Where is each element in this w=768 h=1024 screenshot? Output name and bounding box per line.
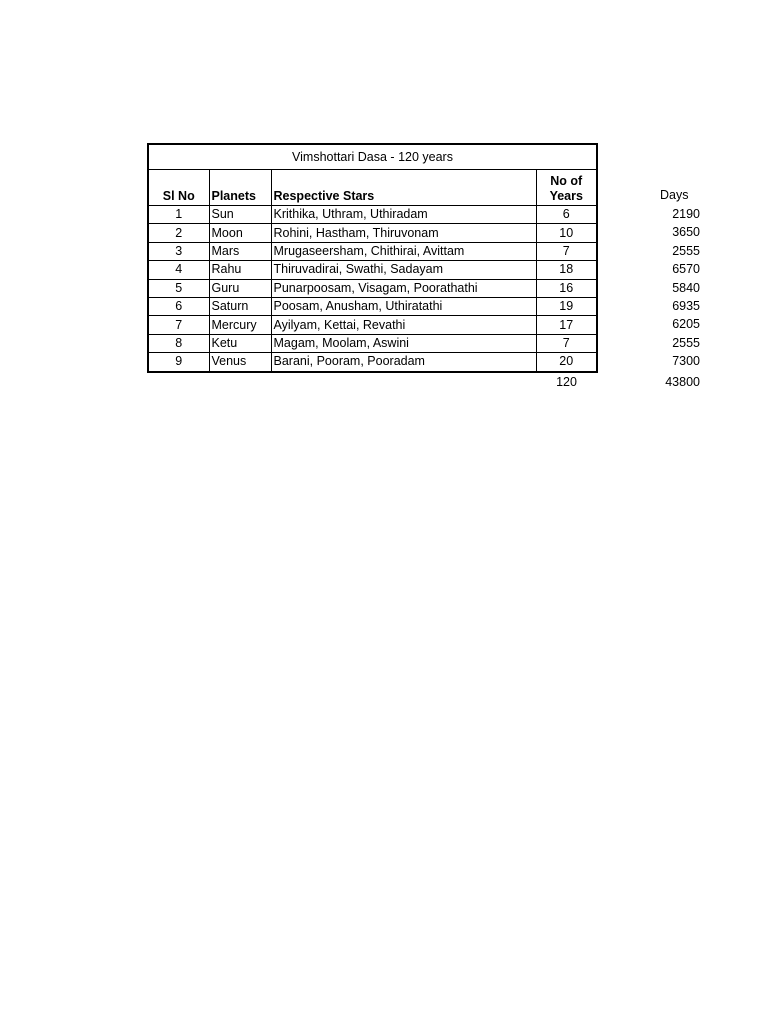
days-value: 6205 [672, 317, 700, 332]
cell-no-of-years: 18 [536, 261, 597, 279]
cell-no-of-years: 7 [536, 334, 597, 352]
table-row [148, 224, 597, 242]
vimshottari-dasa-table [147, 143, 598, 373]
cell-sl-no: 2 [148, 224, 209, 242]
cell-no-of-years: 20 [536, 353, 597, 372]
cell-no-of-years: 7 [536, 242, 597, 260]
total-years: 120 [556, 375, 577, 389]
total-days: 43800 [665, 375, 700, 389]
table-row [148, 206, 597, 224]
cell-sl-no: 9 [148, 353, 209, 372]
header-years-line1: No of [550, 174, 583, 188]
cell-planet: Mercury [209, 316, 271, 334]
cell-respective-stars: Ayilyam, Kettai, Revathi [271, 316, 536, 334]
cell-sl-no: 8 [148, 334, 209, 352]
header-years-line2: Years [549, 189, 583, 203]
header-respective-stars: Respective Stars [271, 170, 536, 206]
cell-respective-stars: Thiruvadirai, Swathi, Sadayam [271, 261, 536, 279]
days-value: 2190 [672, 207, 700, 221]
days-list [610, 206, 700, 372]
cell-respective-stars: Rohini, Hastham, Thiruvonam [271, 224, 536, 242]
days-value: 6935 [672, 298, 700, 313]
cell-respective-stars: Poosam, Anusham, Uthiratathi [271, 297, 536, 315]
cell-no-of-years: 10 [536, 224, 597, 242]
cell-no-of-years: 19 [536, 297, 597, 315]
header-planets: Planets [209, 170, 271, 206]
cell-planet: Rahu [209, 261, 271, 279]
cell-respective-stars: Magam, Moolam, Aswini [271, 334, 536, 352]
table-header-row [148, 170, 597, 206]
cell-sl-no: 6 [148, 297, 209, 315]
days-header: Days [660, 188, 689, 202]
cell-respective-stars: Barani, Pooram, Pooradam [271, 353, 536, 372]
cell-sl-no: 5 [148, 279, 209, 297]
cell-planet: Moon [209, 224, 271, 242]
days-value: 2555 [672, 335, 700, 350]
cell-sl-no: 1 [148, 206, 209, 224]
cell-planet: Sun [209, 206, 271, 224]
cell-no-of-years: 16 [536, 279, 597, 297]
cell-planet: Ketu [209, 334, 271, 352]
cell-planet: Saturn [209, 297, 271, 315]
cell-sl-no: 7 [148, 316, 209, 334]
table-title: Vimshottari Dasa - 120 years [148, 144, 597, 170]
cell-planet: Venus [209, 353, 271, 372]
days-value: 2555 [672, 243, 700, 258]
table-title-row [148, 144, 597, 170]
table-row [148, 353, 597, 372]
days-value: 5840 [672, 280, 700, 295]
cell-respective-stars: Punarpoosam, Visagam, Poorathathi [271, 279, 536, 297]
cell-planet: Mars [209, 242, 271, 260]
cell-sl-no: 4 [148, 261, 209, 279]
table-row [148, 261, 597, 279]
table-body [148, 206, 597, 372]
cell-planet: Guru [209, 279, 271, 297]
table-row [148, 316, 597, 334]
table-row [148, 297, 597, 315]
table-row [148, 334, 597, 352]
header-sl-no: Sl No [148, 170, 209, 206]
header-no-of-years [536, 170, 597, 206]
days-value: 6570 [672, 262, 700, 277]
table-row [148, 279, 597, 297]
cell-respective-stars: Krithika, Uthram, Uthiradam [271, 206, 536, 224]
days-value: 7300 [672, 354, 700, 369]
cell-no-of-years: 6 [536, 206, 597, 224]
table-row [148, 242, 597, 260]
days-value: 3650 [672, 225, 700, 240]
cell-sl-no: 3 [148, 242, 209, 260]
cell-respective-stars: Mrugaseersham, Chithirai, Avittam [271, 242, 536, 260]
cell-no-of-years: 17 [536, 316, 597, 334]
